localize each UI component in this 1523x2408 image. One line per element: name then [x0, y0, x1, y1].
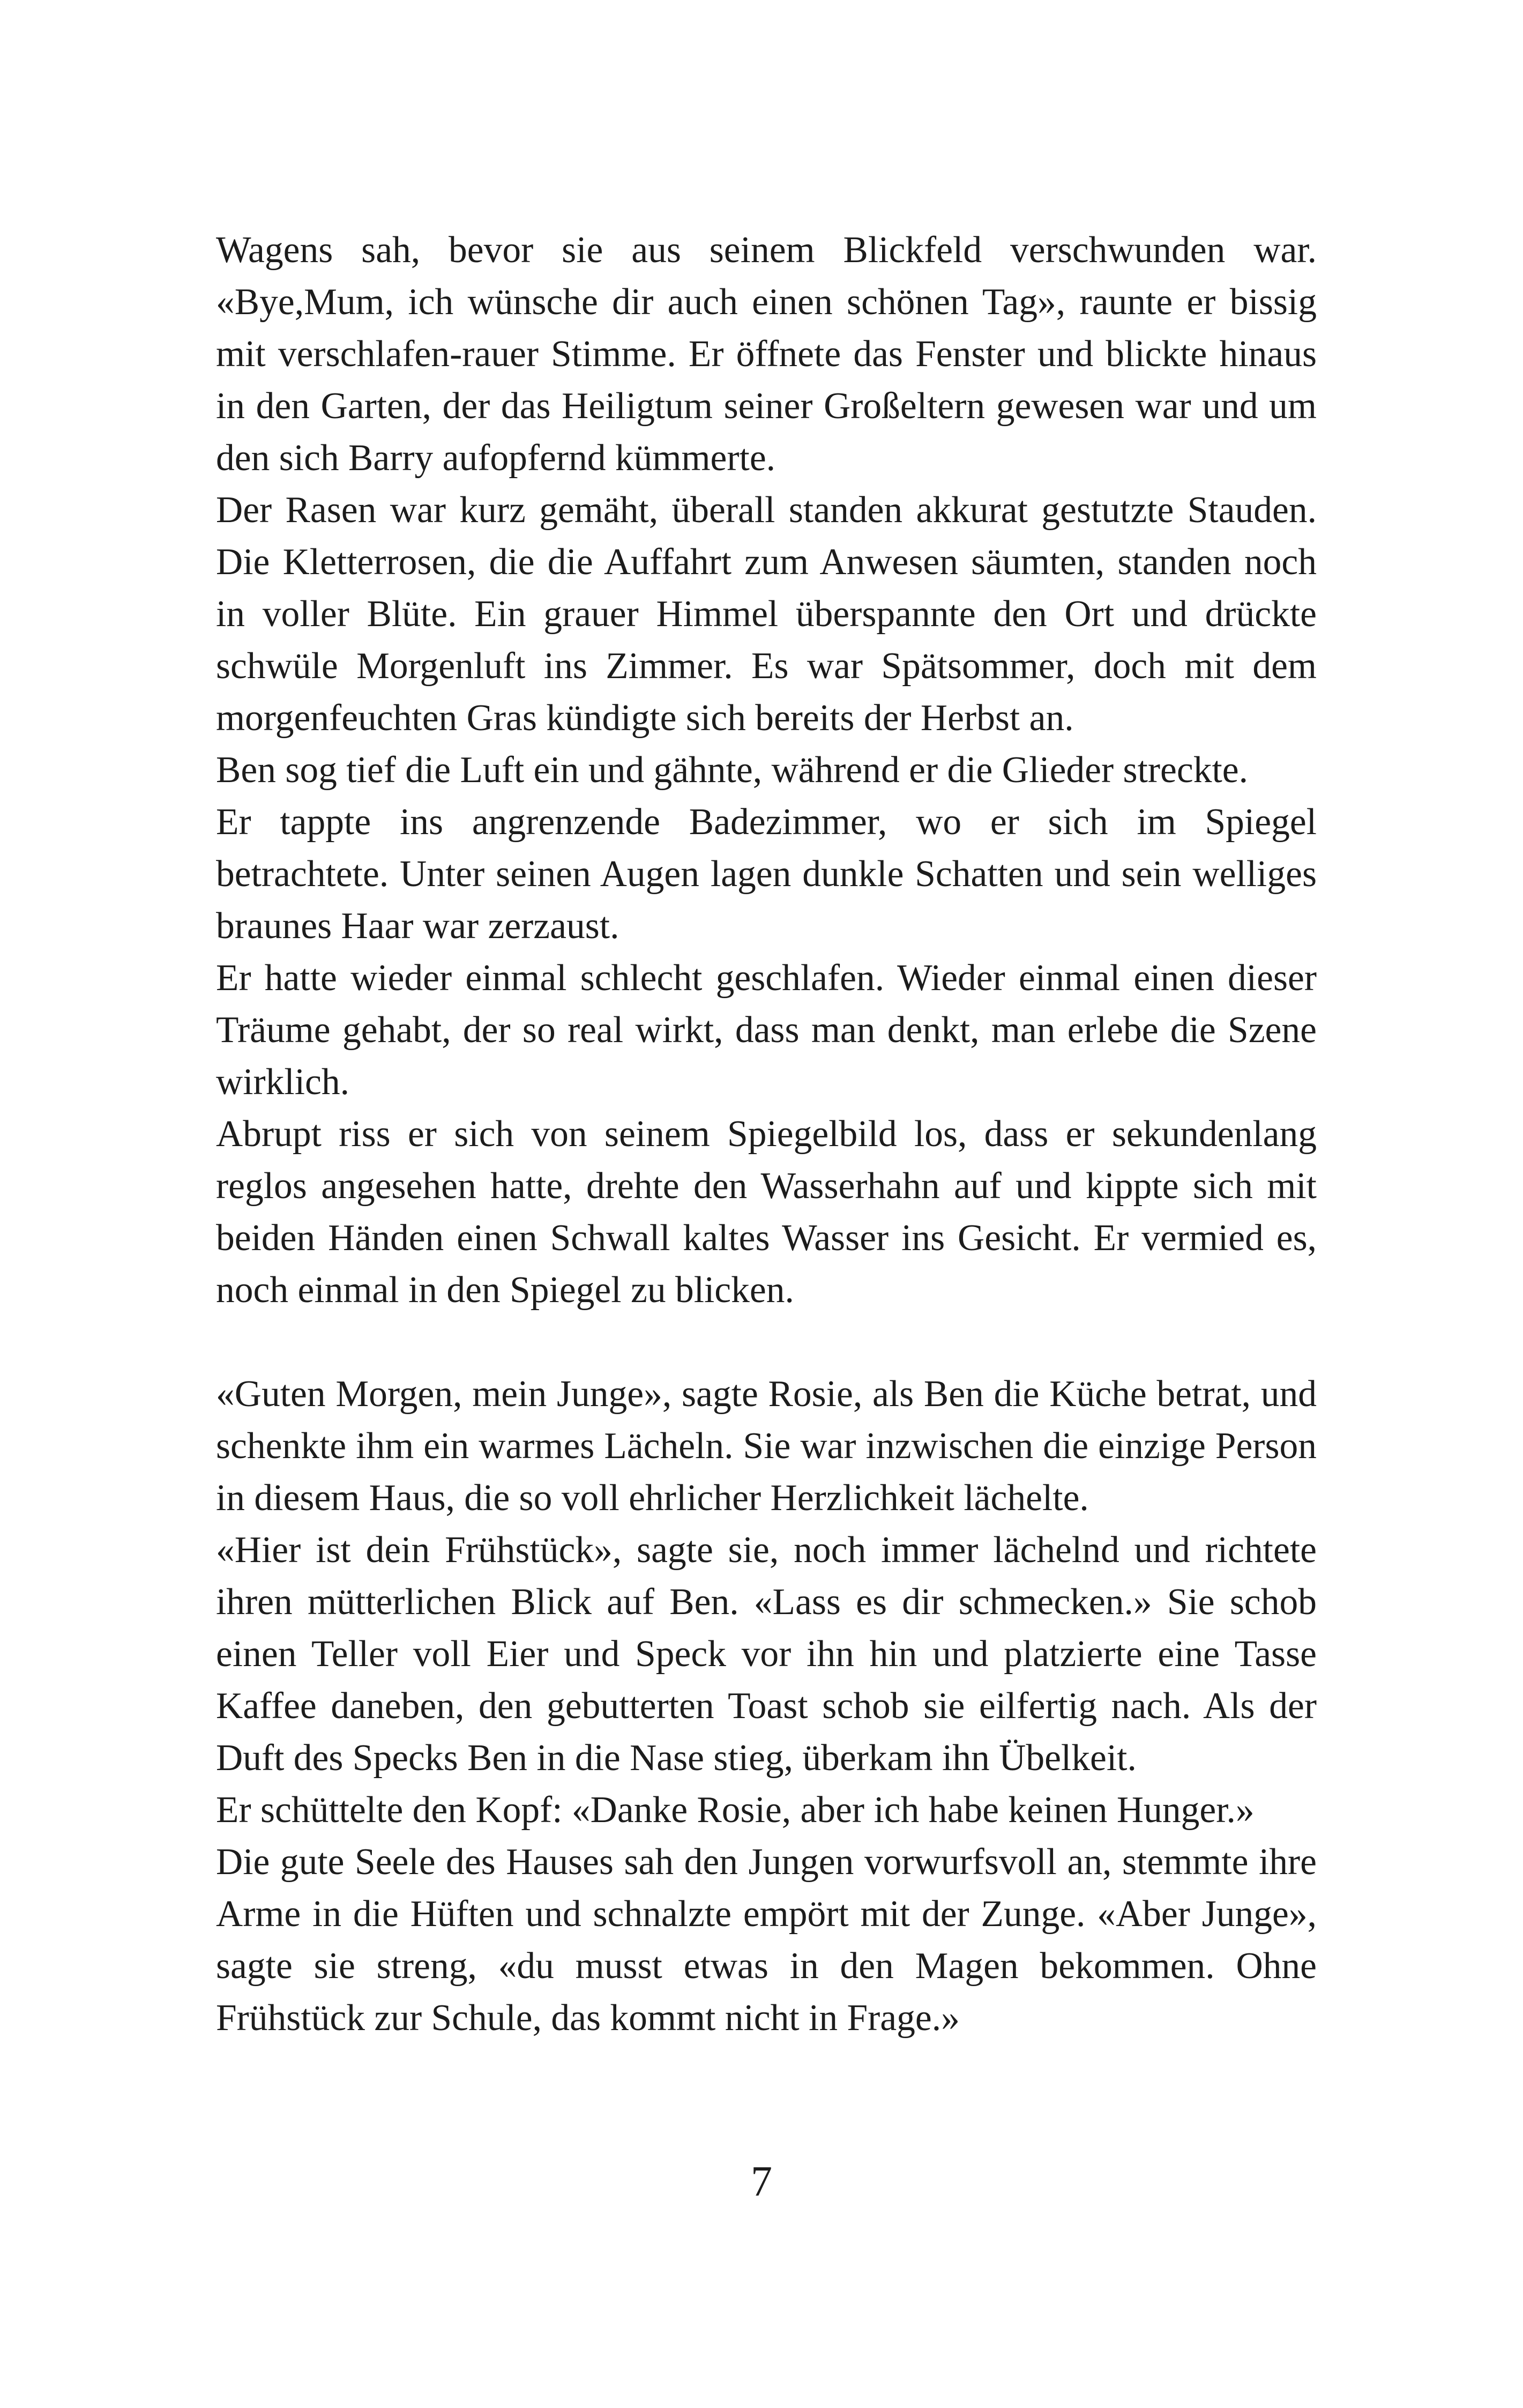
- page-number: 7: [751, 2158, 772, 2205]
- paragraph: Die gute Seele des Hauses sah den Jungen vorwurfsvoll an, stemmte ihre Arme in die Hüften und schnalzte empört mit der Zunge. «Aber Junge», sagte sie streng, «du musst etwas in den Magen bekommen. Ohne Frühstück zur Schule, das kommt nicht in Frage.»: [216, 1841, 1317, 2039]
- section-break: [216, 1316, 1317, 1368]
- paragraph: Der Rasen war kurz gemäht, überall standen akkurat gestutzte Stauden. Die Kletterrosen, die die Auffahrt zum Anwesen säumten, standen noch in voller Blüte. Ein grauer Himmel überspannte den Ort und drückte schwüle Morgenluft ins Zimmer. Es war Spätsommer, doch mit dem morgenfeuchten Gras kündigte sich bereits der Herbst an.: [216, 489, 1317, 739]
- paragraph: Ben sog tief die Luft ein und gähnte, während er die Glieder streckte.: [216, 749, 1249, 791]
- paragraph: «Guten Morgen, mein Junge», sagte Rosie, als Ben die Küche betrat, und schenkte ihm ein warmes Lächeln. Sie war inzwischen die einzige Person in diesem Haus, die so voll ehrlicher Herzlichkeit lächelte.: [216, 1373, 1317, 1519]
- paragraph: Er tappte ins angrenzende Badezimmer, wo er sich im Spiegel betrachtete. Unter seinen Augen lagen dunkle Schatten und sein welliges braunes Haar war zerzaust.: [216, 801, 1317, 947]
- paragraph: Er schüttelte den Kopf: «Danke Rosie, aber ich habe keinen Hunger.»: [216, 1789, 1255, 1831]
- paragraph: «Hier ist dein Frühstück», sagte sie, noch immer lächelnd und richtete ihren mütterlichen Blick auf Ben. «Lass es dir schmecken.» Sie schob einen Teller voll Eier und Speck vor ihn hin und platzierte eine Tasse Kaffee daneben, den gebutterten Toast schob sie eilfertig nach. Als der Duft des Specks Ben in die Nase stieg, überkam ihn Übelkeit.: [216, 1529, 1317, 1779]
- paragraph: Er hatte wieder einmal schlecht geschlafen. Wieder einmal einen dieser Träume gehabt, der so real wirkt, dass man denkt, man erlebe die Szene wirklich.: [216, 957, 1317, 1103]
- body-text: [216, 224, 1317, 2044]
- paragraph: Wagens sah, bevor sie aus seinem Blickfeld verschwunden war. «Bye,Mum, ich wünsche dir auch einen schönen Tag», raunte er bissig mit verschlafen-rauer Stimme. Er öffnete das Fenster und blickte hinaus in den Garten, der das Heiligtum seiner Großeltern gewesen war und um den sich Barry aufopfernd kümmerte.: [216, 229, 1317, 479]
- paragraph: Abrupt riss er sich von seinem Spiegelbild los, dass er sekundenlang reglos angesehen hatte, drehte den Wasserhahn auf und kippte sich mit beiden Händen einen Schwall kaltes Wasser ins Gesicht. Er vermied es, noch einmal in den Spiegel zu blicken.: [216, 1113, 1317, 1311]
